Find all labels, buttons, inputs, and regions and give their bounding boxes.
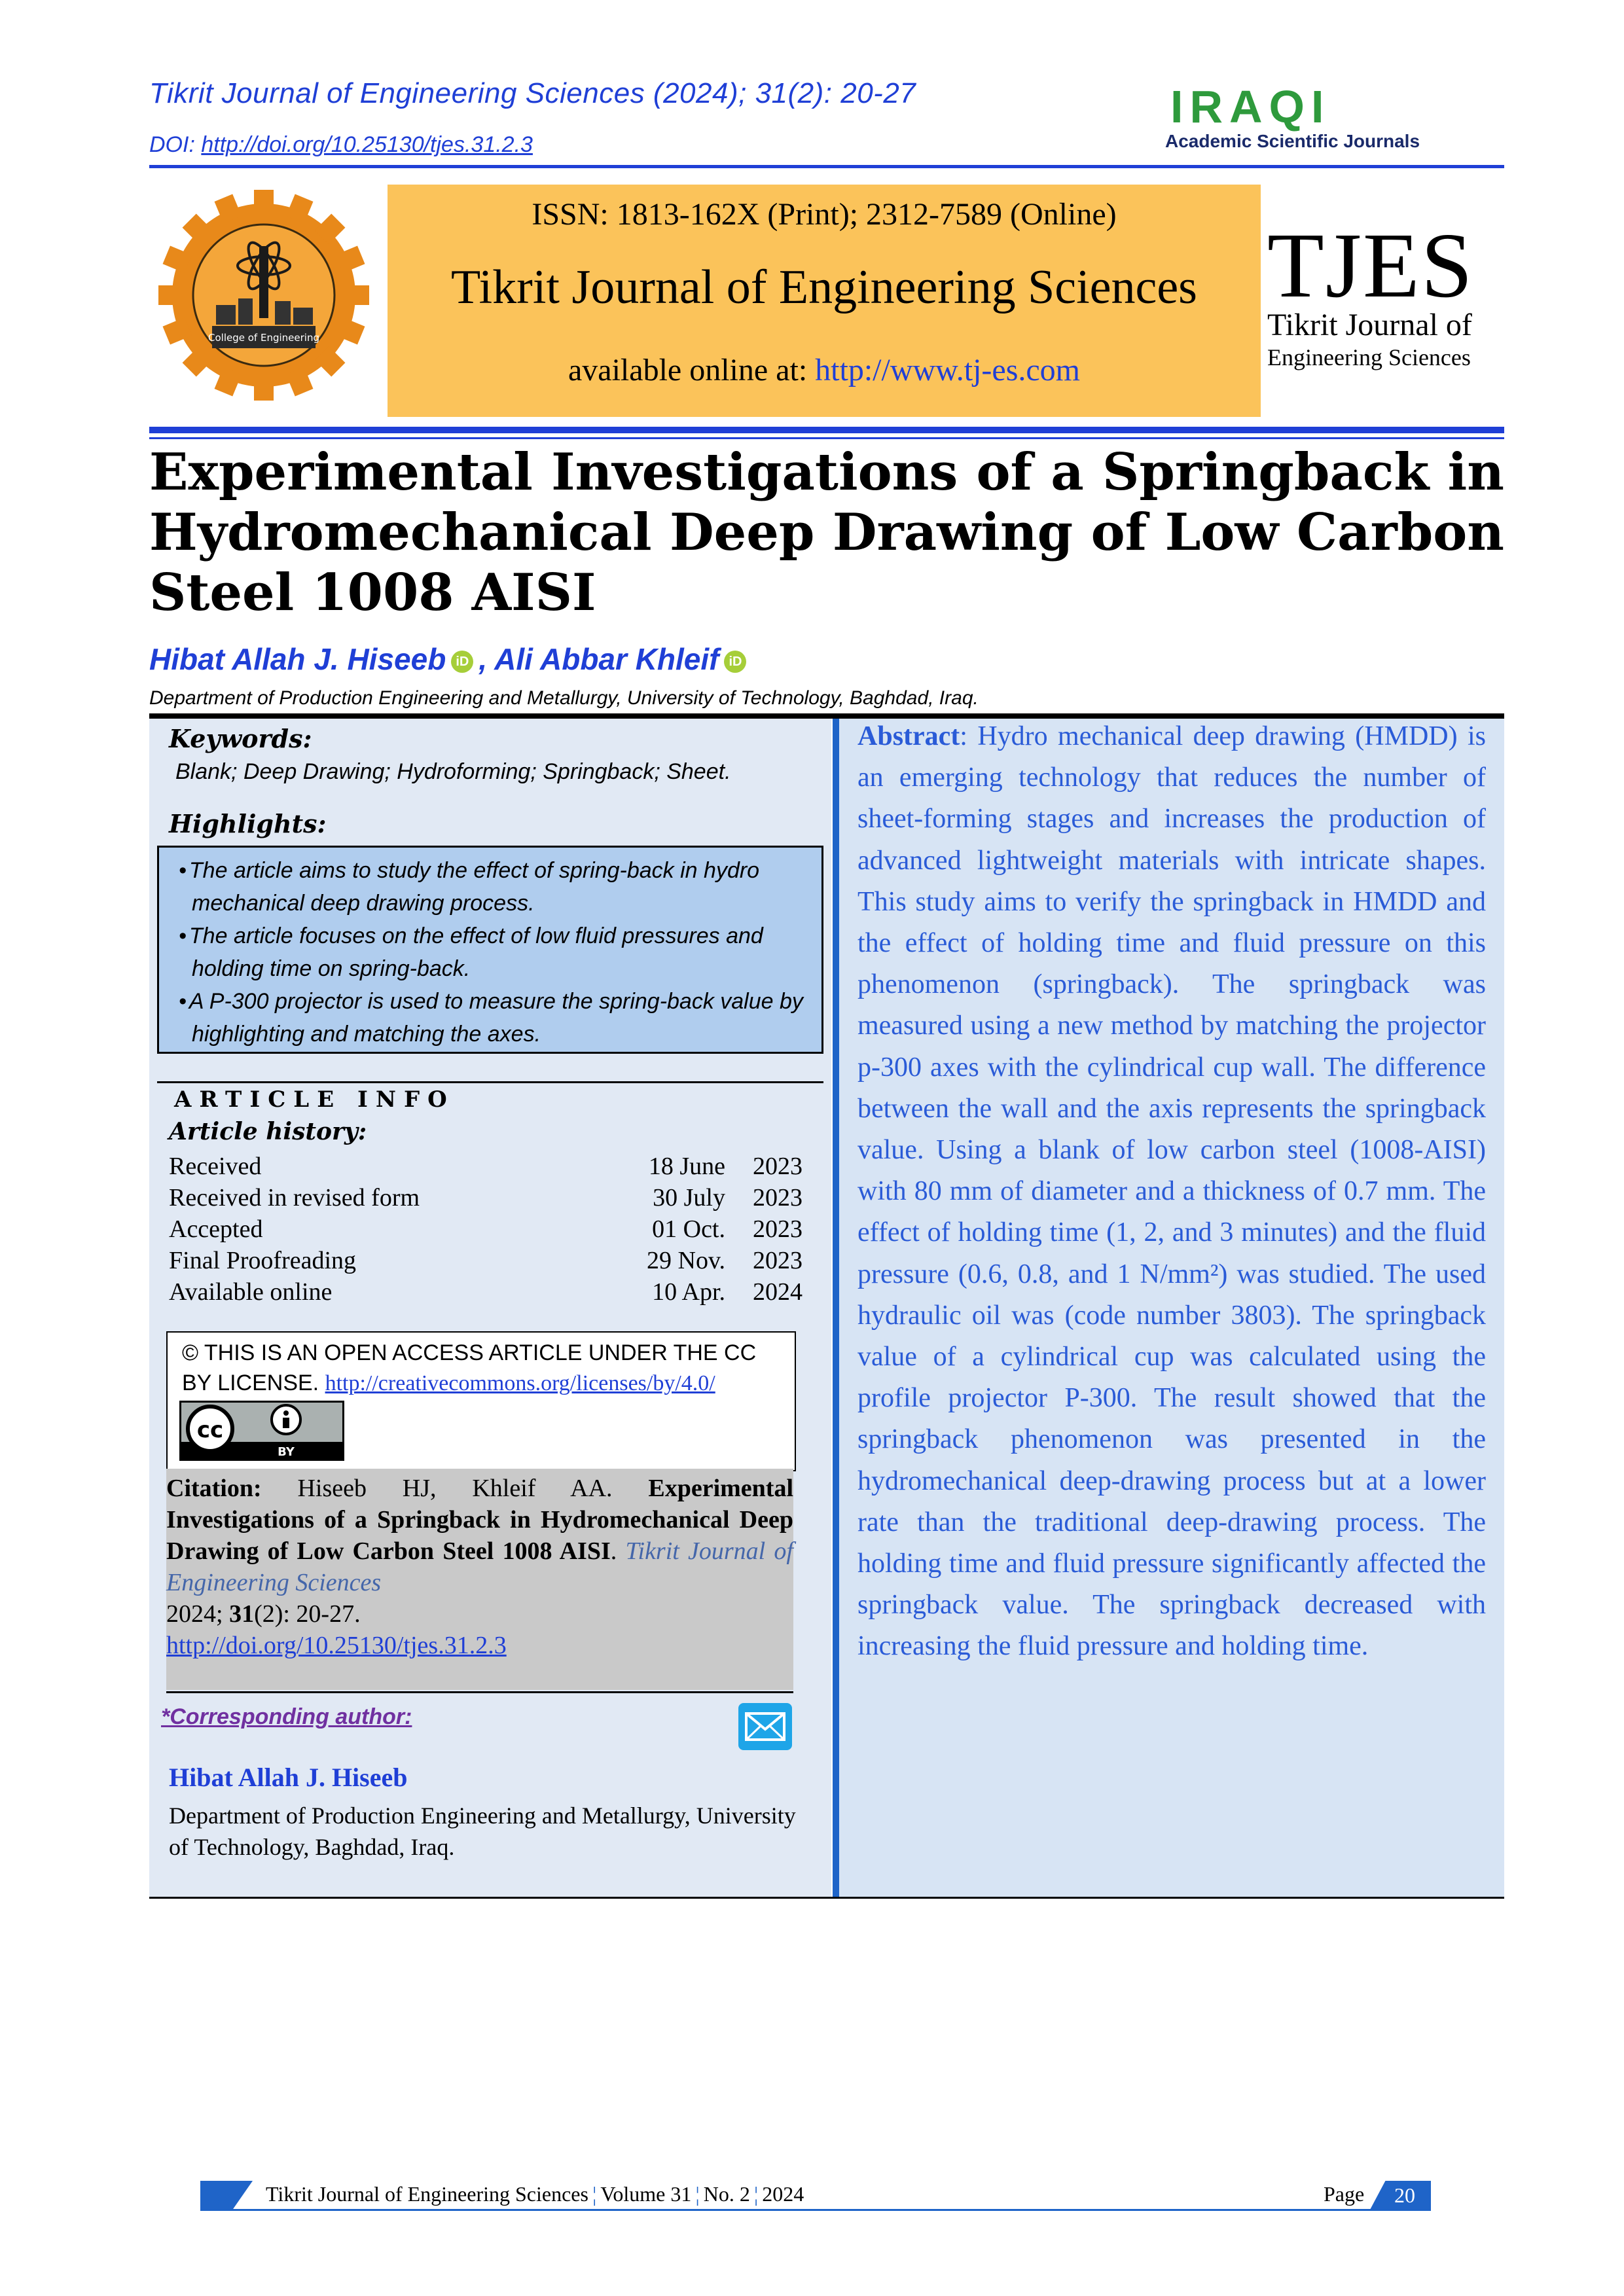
article-info-rule — [157, 1081, 823, 1083]
highlight-item: • The article focuses on the effect of low fluid pressures and holding time on spring-back. — [171, 920, 810, 985]
abstract-label: Abstract — [857, 721, 960, 751]
keywords-heading: Keywords: — [169, 724, 312, 753]
title-rule-thin — [149, 437, 1504, 439]
corresponding-author-heading: *Corresponding author: — [161, 1704, 412, 1729]
doi-label: DOI: — [149, 132, 202, 157]
college-logo-label: College of Engineering — [208, 332, 319, 344]
citation-text: Citation: Hiseeb HJ, Khleif AA. Experimental Investigations of a Springback in Hydromechanical Deep Drawing of Low Carbon Steel 1008 AISI. Tikrit Journal of Engineering Sciences 2024; 31(2): 20-27. http://doi.org/10.25130/tjes.31.2.3 — [166, 1475, 793, 1659]
article-history-heading: Article history: — [169, 1118, 367, 1145]
tjes-wordmark: TJES — [1267, 213, 1474, 317]
citation-label: Citation: — [166, 1475, 262, 1502]
abstract-text: : Hydro mechanical deep drawing (HMDD) is an emerging technology that reduces the number of sheet-forming stages and increases the production of advanced lightweight materials with intricate shapes. This study aims to verify the springback in HMDD and the effect of holding time and fluid pressure on this phenomenon (springback). The springback was measured using a new method by matching the projector p-300 axes with the cylindrical cup wall. The difference between the wall and the axis represents the springback value. Using a blank of low carbon steel (1008-AISI) with 80 mm of diameter and a thickness of 0.7 mm. The effect of holding time (1, 2, and 3 minutes) and the fluid pressure (0.6, 0.8, and 1 N/mm²) was studied. The used hydraulic oil was (code number 3803). The springback value of a cylindrical cup was calculated using the profile projector P-300. The result showed that the springback phenomenon was presented in the hydromechanical deep-drawing process but at a lower rate than the traditional deep-drawing process. The holding time and fluid pressure significantly affected the springback value. The springback decreased with increasing the fluid pressure and holding time. — [857, 721, 1486, 1662]
history-date: 01 Oct. — [652, 1215, 725, 1243]
title-rule-thick — [149, 427, 1504, 433]
highlights-list — [171, 854, 810, 1050]
banner-journal-title: Tikrit Journal of Engineering Sciences — [451, 260, 1197, 314]
history-year: 2023 — [753, 1247, 803, 1274]
history-row — [169, 1182, 810, 1213]
column-divider — [833, 719, 839, 1897]
citation-year: 2024; — [166, 1600, 230, 1628]
paper-title: Experimental Investigations of a Springback in Hydromechanical Deep Drawing of Low Carbon Steel 1008 AISI — [149, 442, 1504, 622]
history-year: 2023 — [753, 1184, 803, 1211]
journal-citation-line: Tikrit Journal of Engineering Sciences (2024); 31(2): 20-27 — [149, 77, 916, 109]
cc-badge-text: cc — [196, 1417, 224, 1443]
highlights-heading: Highlights: — [169, 809, 327, 838]
affiliation: Department of Production Engineering and Metallurgy, University of Technology, Baghdad, Iraq. — [149, 687, 979, 709]
keywords-text: Blank; Deep Drawing; Hydroforming; Springback; Sheet. — [175, 759, 731, 784]
citation-rule — [166, 1691, 793, 1693]
online-label: available online at: — [568, 353, 816, 387]
citation-journal: Tikrit Journal of Engineering Sciences — [166, 1537, 793, 1596]
tjes-subtitle-line1: Tikrit Journal of — [1267, 308, 1472, 342]
author-2-name[interactable]: , Ali Abbar Khleif — [478, 642, 719, 676]
orcid-icon[interactable]: iD — [724, 651, 746, 673]
history-date: 30 July — [653, 1184, 725, 1211]
page-number: 20 — [1394, 2183, 1415, 2207]
history-year: 2023 — [753, 1153, 803, 1180]
orcid-icon[interactable]: iD — [451, 651, 473, 673]
main-bottom-rule — [149, 1897, 1504, 1899]
highlight-item: • The article aims to study the effect of spring-back in hydro mechanical deep drawing process. — [171, 854, 810, 920]
history-year: 2024 — [753, 1278, 803, 1306]
footer-journal: Tikrit Journal of Engineering Sciences — [266, 2182, 588, 2206]
iraqi-logo-word: IRAQI — [1170, 81, 1331, 132]
license-box — [166, 1331, 796, 1471]
history-row — [169, 1276, 810, 1308]
history-label: Available online — [169, 1278, 333, 1306]
footer-volume: Volume 31 — [600, 2182, 692, 2206]
footer-page-label: Page — [1324, 2182, 1365, 2206]
corresponding-author-address: Department of Production Engineering and Metallurgy, University of Technology, Baghdad, Iraq. — [169, 1803, 796, 1860]
citation-doi-link[interactable]: http://doi.org/10.25130/tjes.31.2.3 — [166, 1632, 507, 1659]
citation-box — [166, 1469, 793, 1690]
history-label: Final Proofreading — [169, 1247, 357, 1274]
journal-banner — [388, 185, 1261, 417]
college-logo — [156, 187, 372, 403]
history-label: Received in revised form — [169, 1184, 420, 1211]
highlights-box — [157, 846, 823, 1054]
citation-volume: 31 — [229, 1600, 255, 1628]
citation-pages: (2): 20-27. — [254, 1600, 361, 1628]
cc-by-badge[interactable] — [179, 1401, 344, 1461]
footer-issue: No. 2 — [703, 2182, 750, 2206]
history-row — [169, 1151, 810, 1182]
page-footer — [200, 2181, 1431, 2211]
license-text — [182, 1338, 784, 1399]
citation-title: Experimental Investigations of a Springback in Hydromechanical Deep Drawing of Low Carbon Steel 1008 AISI — [166, 1475, 793, 1565]
by-badge-text: BY — [278, 1445, 295, 1459]
doi-link[interactable]: http://doi.org/10.25130/tjes.31.2.3 — [201, 132, 533, 157]
license-statement: © THIS IS AN OPEN ACCESS ARTICLE UNDER THE CC BY LICENSE. — [182, 1340, 757, 1395]
highlight-item: • A P-300 projector is used to measure the spring-back value by highlighting and matching the axes. — [171, 985, 810, 1050]
gear-emblem-icon — [156, 187, 372, 403]
iraqi-journals-logo[interactable] — [1165, 81, 1492, 151]
history-date: 18 June — [648, 1153, 725, 1180]
author-line — [149, 641, 751, 677]
online-availability — [388, 352, 1261, 388]
history-label: Received — [169, 1153, 262, 1180]
history-year: 2023 — [753, 1215, 803, 1243]
footer-year: 2024 — [762, 2182, 804, 2206]
footer-journal-info: Tikrit Journal of Engineering Sciences ¦ Volume 31 ¦ No. 2 ¦ 2024 — [266, 2182, 804, 2206]
license-link[interactable]: http://creativecommons.org/licenses/by/4.0/ — [325, 1371, 715, 1395]
creative-commons-icon — [181, 1403, 342, 1459]
history-label: Accepted — [169, 1215, 263, 1243]
iraqi-logo-subtitle: Academic Scientific Journals — [1165, 131, 1420, 151]
author-1-name[interactable]: Hibat Allah J. Hiseeb — [149, 642, 446, 676]
article-info-heading: ARTICLE INFO — [174, 1086, 455, 1113]
history-row — [169, 1213, 810, 1245]
tjes-logo — [1267, 213, 1503, 372]
article-history-table — [169, 1151, 810, 1308]
journal-website-link[interactable]: http://www.tj-es.com — [815, 353, 1081, 387]
issn-line: ISSN: 1813-162X (Print); 2312-7589 (Online) — [532, 197, 1117, 232]
tjes-subtitle-line2: Engineering Sciences — [1267, 344, 1471, 370]
history-date: 10 Apr. — [652, 1278, 725, 1306]
doi-line — [149, 132, 533, 158]
history-row — [169, 1245, 810, 1276]
citation-authors: Hiseeb HJ, Khleif AA. — [261, 1475, 649, 1502]
header-rule — [149, 165, 1504, 168]
email-icon[interactable] — [738, 1703, 792, 1750]
abstract — [857, 716, 1486, 1668]
corresponding-author-name: Hibat Allah J. Hiseeb — [169, 1763, 408, 1792]
history-date: 29 Nov. — [647, 1247, 725, 1274]
